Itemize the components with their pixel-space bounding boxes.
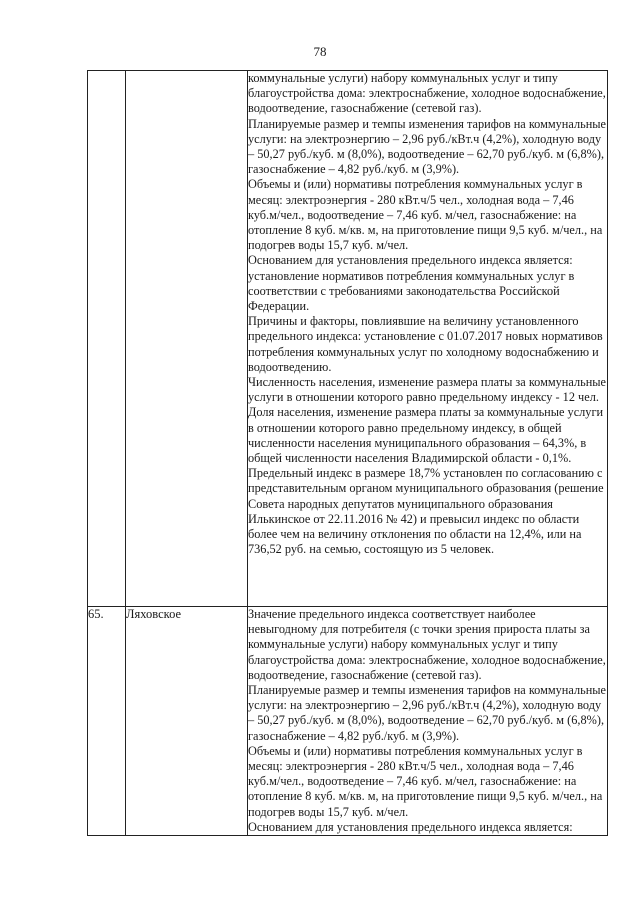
table-row bbox=[88, 607, 608, 836]
municipality-name-cell bbox=[126, 71, 248, 607]
page-number: 78 bbox=[313, 44, 327, 59]
description-paragraph: Планируемые размер и темпы изменения тарифов на коммунальные услуги: на электроэнергию – 2,96 руб./кВт.ч (4,2%), холодную воду – 50,27 руб./куб. м (8,0%), водоотведение – 62,70 руб./куб. м (6,8%), газоснабжение – 4,82 руб./куб. м (3,9%). bbox=[248, 683, 607, 743]
municipality-name-cell: Ляховское bbox=[126, 607, 248, 836]
municipal-index-table bbox=[87, 70, 608, 836]
description-paragraph: Планируемые размер и темпы изменения тарифов на коммунальные услуги: на электроэнергию – 2,96 руб./кВт.ч (4,2%), холодную воду – 50,27 руб./куб. м (8,0%), водоотведение – 62,70 руб./куб. м (6,8%), газоснабжение – 4,82 руб./куб. м (3,9%). bbox=[248, 116, 607, 177]
description-paragraph: коммунальные услуги) набору коммунальных услуг и типу благоустройства дома: электроснабжение, холодное водоснабжение, водоотведение, газоснабжение (сетевой газ). bbox=[248, 71, 606, 116]
row-number-cell bbox=[88, 71, 126, 607]
description-paragraph: Объемы и (или) нормативы потребления коммунальных услуг в месяц: электроэнергия - 280 кВт.ч/5 чел., холодная вода – 7,46 куб.м/чел., водоотведение – 7,46 куб. м/чел, газоснабжение: на отопление 8 куб. м/кв. м, на приготовление пищи 9,5 куб. м/чел., на подогрев воды 15,7 куб. м/чел. bbox=[248, 743, 603, 819]
description-paragraph: Значение предельного индекса соответствует наиболее невыгодному для потребителя (с точки зрения прироста платы за коммунальные услуги) набору коммунальных услуг и типу благоустройства дома: электроснабжение, холодное водоснабжение, водоотведение, газоснабжение (сетевой газ). bbox=[248, 607, 606, 682]
row-number-cell: 65. bbox=[88, 607, 126, 836]
description-cell bbox=[248, 71, 608, 607]
description-paragraph: Численность населения, изменение размера платы за коммунальные услуги в отношении которого равно предельному индексу - 12 чел. bbox=[248, 375, 606, 405]
description-paragraph: Основанием для установления предельного индекса является: установление нормативов потребления коммунальных услуг в соответствии с требованиями законодательства Российской Федерации. bbox=[248, 253, 575, 314]
description-paragraph: Доля населения, изменение размера платы за коммунальные услуги в отношении которого равно предельному индексу, в общей численности населения муниципального образования – 64,3%, в общей численности населения Владимирской области - 0,1%. bbox=[248, 405, 604, 466]
table-row bbox=[88, 71, 608, 607]
description-cell bbox=[248, 607, 608, 836]
description-paragraph: Основанием для установления предельного индекса является: bbox=[248, 819, 573, 834]
description-paragraph: Объемы и (или) нормативы потребления коммунальных услуг в месяц: электроэнергия - 280 кВт.ч/5 чел., холодная вода – 7,46 куб.м/чел., водоотведение – 7,46 куб. м/чел, газоснабжение: на отопление 8 куб. м/кв. м, на приготовление пищи 9,5 куб. м/чел., на подогрев воды 15,7 куб. м/чел. bbox=[248, 177, 603, 253]
description-paragraph: Предельный индекс в размере 18,7% установлен по согласованию с представительным органом муниципального образования (решение Совета народных депутатов муниципального образования Илькинское от 22.11.2016 № 42) и превысил индекс по области более чем на величину отклонения по области на 12,4%, или на 736,52 руб. на семью, состоящую из 5 человек. bbox=[248, 466, 604, 557]
description-paragraph: Причины и факторы, повлиявшие на величину установленного предельного индекса: установление с 01.07.2017 новых нормативов потребления коммунальных услуг по холодному водоснабжению и водоотведению. bbox=[248, 314, 603, 374]
